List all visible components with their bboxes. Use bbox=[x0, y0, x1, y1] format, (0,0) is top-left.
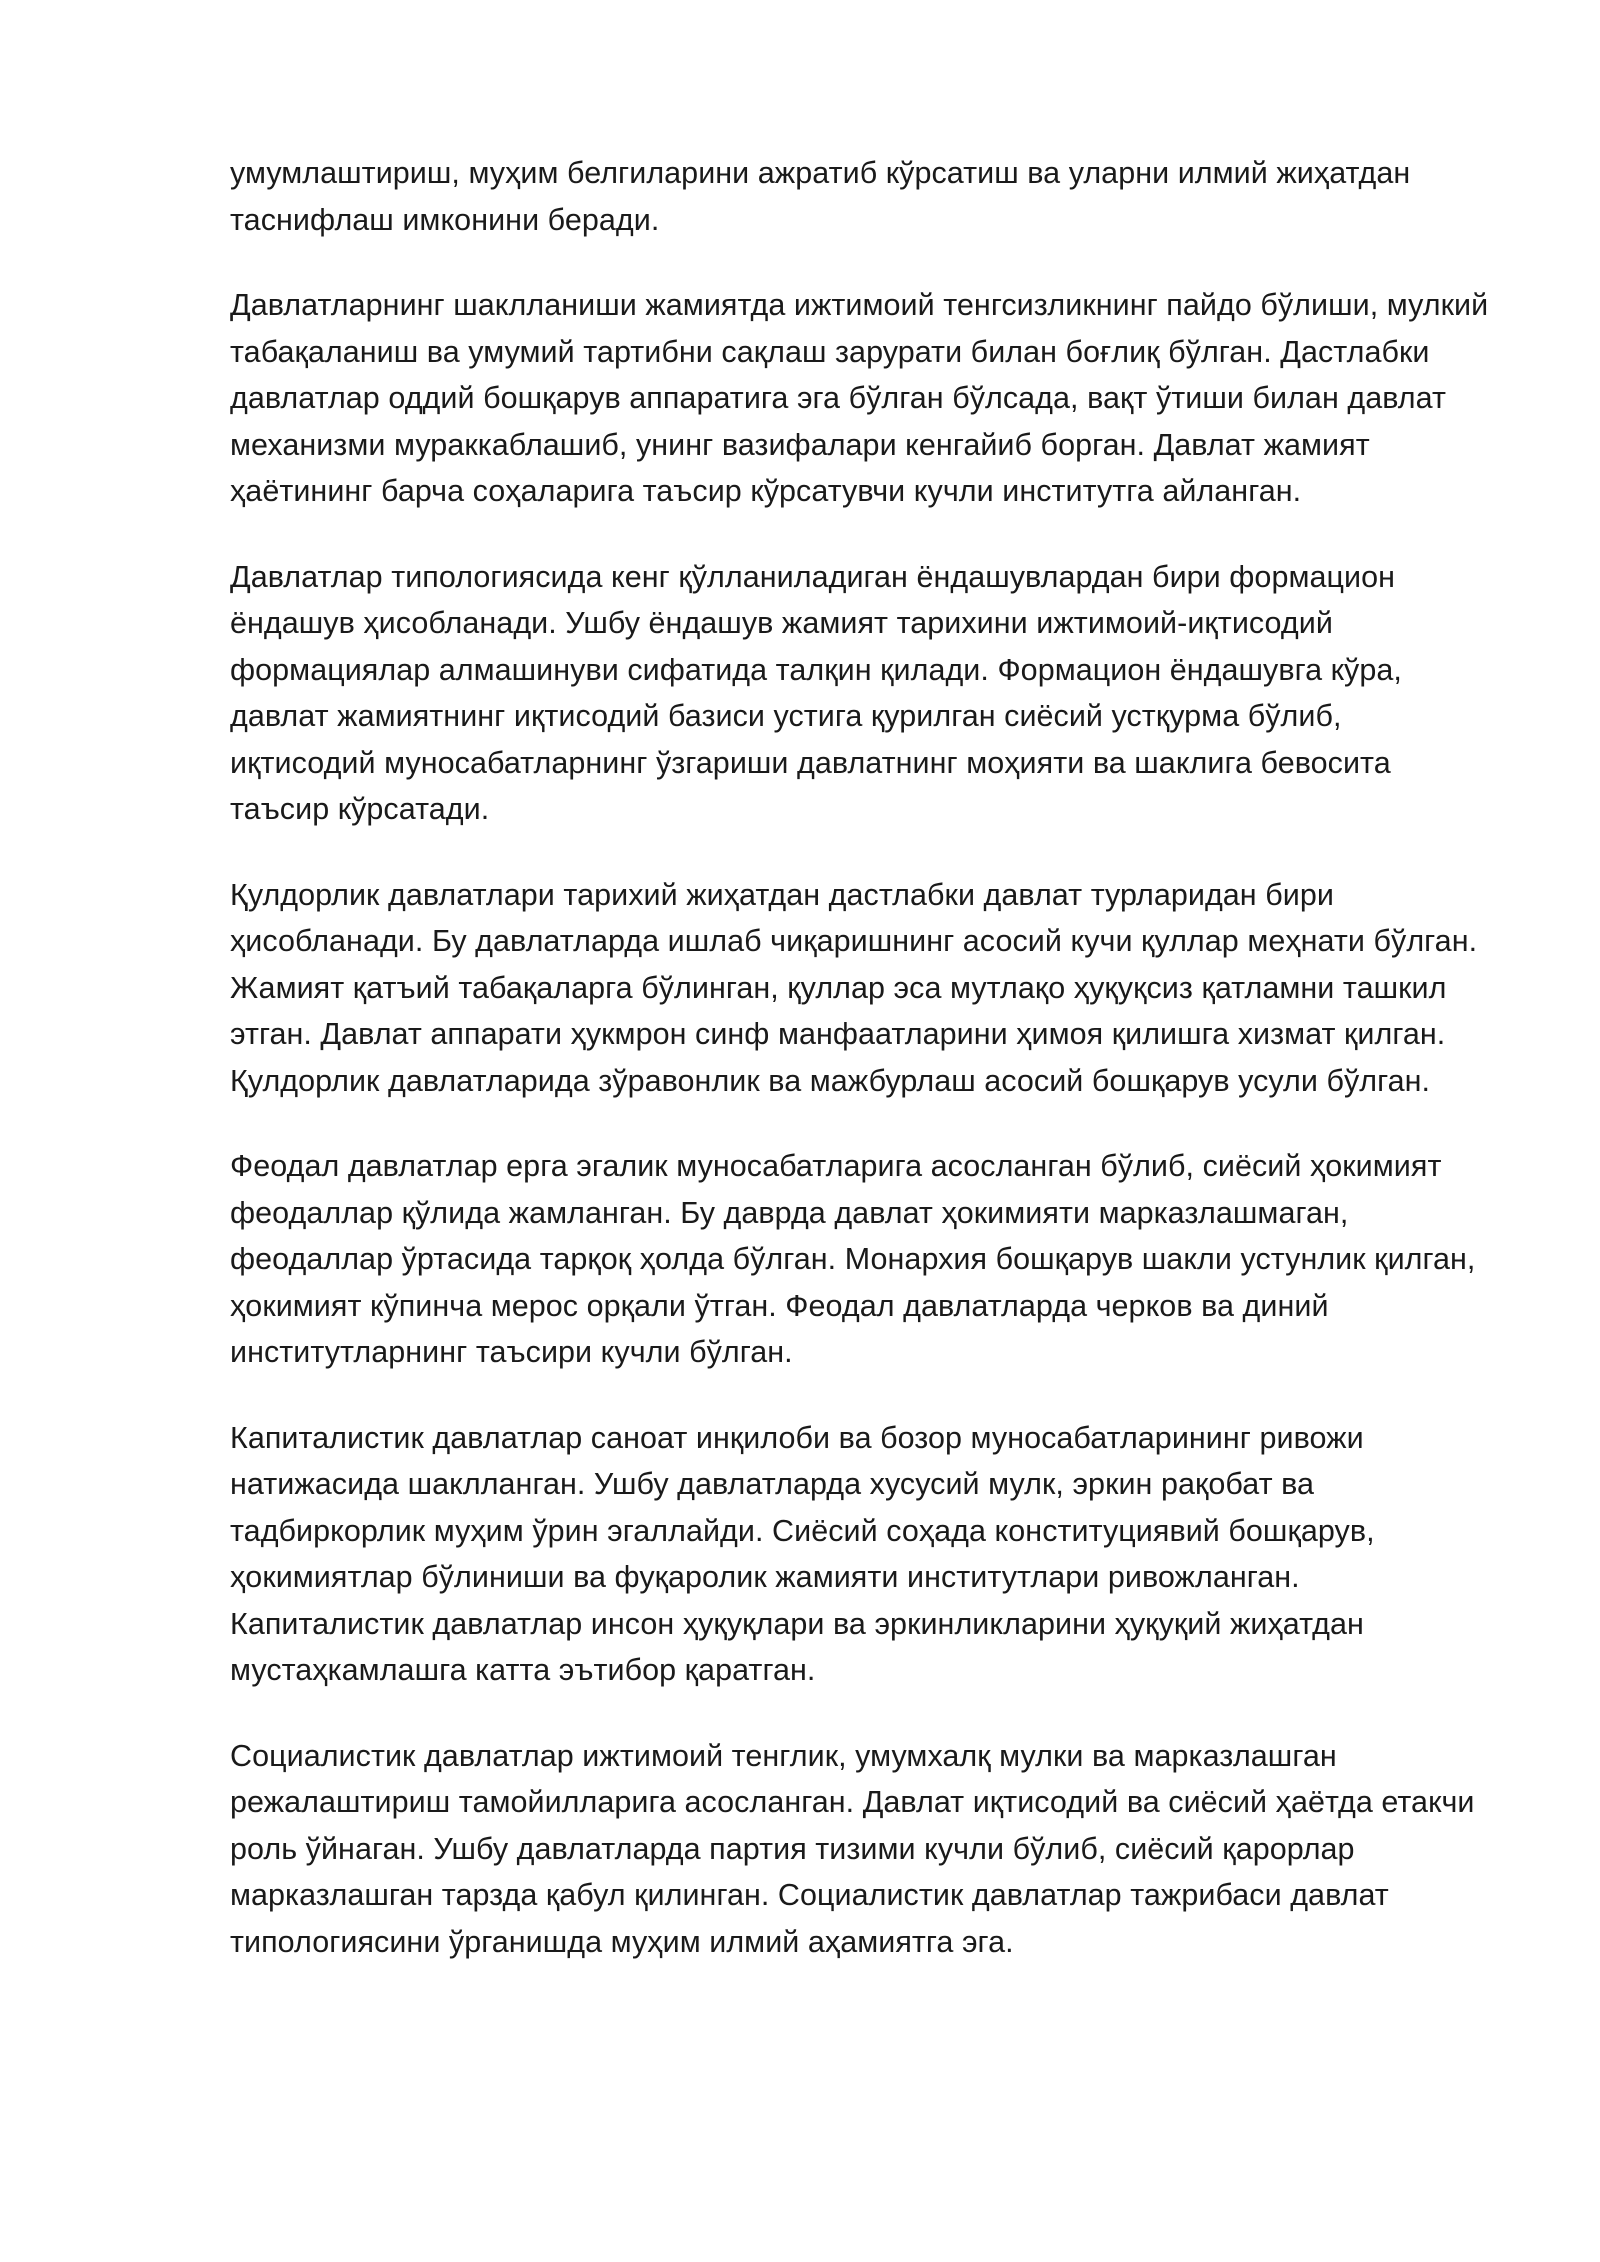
paragraph-1: умумлаштириш, муҳим белгиларини ажратиб кўрсатиш ва уларни илмий жиҳатдан таснифлаш имконини беради. bbox=[230, 156, 1411, 237]
paragraph-3: Давлатлар типологиясида кенг қўлланиладиган ёндашувлардан бири формацион ёндашув ҳисобланади. Ушбу ёндашув жамият тарихини ижтимоий-иқтисодий формациялар алмашинуви сифатида талқин қилади. Формацион ёндашувга кўра, давлат жамиятнинг иқтисодий базиси устига қурилган сиёсий устқурма бўлиб, иқтисодий муносабатларнинг ўзгариши давлатнинг моҳияти ва шаклига бевосита таъсир кўрсатади. bbox=[230, 559, 1402, 826]
paragraph-2: Давлатларнинг шаклланиши жамиятда ижтимоий тенгсизликнинг пайдо бўлиши, мулкий табақаланиш ва умумий тартибни сақлаш зарурати билан боғлиқ бўлган. Дастлабки давлатлар оддий бошқарув аппаратига эга бўлган бўлсада, вақт ўтиши билан давлат механизми мураккаблашиб, унинг вазифалари кенгайиб борган. Давлат жамият ҳаётининг барча соҳаларига таъсир кўрсатувчи кучли институтга айланган. bbox=[230, 288, 1489, 508]
paragraph-4: Қулдорлик давлатлари тарихий жиҳатдан дастлабки давлат турларидан бири ҳисобланади. Бу давлатларда ишлаб чиқаришнинг асосий кучи қуллар меҳнати бўлган. Жамият қатъий табақаларга бўлинган, қуллар эса мутлақо ҳуқуқсиз қатламни ташкил этган. Давлат аппарати ҳукмрон синф манфаатларини ҳимоя қилишга хизмат қилган. Қулдорлик давлатларида зўравонлик ва мажбурлаш асосий бошқарув усули бўлган. bbox=[230, 877, 1478, 1098]
paragraph-6: Капиталистик давлатлар саноат инқилоби ва бозор муносабатларининг ривожи натижасида шаклланган. Ушбу давлатларда хусусий мулк, эркин рақобат ва тадбиркорлик муҳим ўрин эгаллайди. Сиёсий соҳада конституциявий бошқарув, ҳокимиятлар бўлиниши ва фуқаролик жамияти институтлари ривожланган. Капиталистик давлатлар инсон ҳуқуқлари ва эркинликларини ҳуқуқий жиҳатдан мустаҳкамлашга катта эътибор қаратган. bbox=[230, 1420, 1375, 1687]
paragraph-5: Феодал давлатлар ерга эгалик муносабатларига асосланган бўлиб, сиёсий ҳокимият феодаллар қўлида жамланган. Бу даврда давлат ҳокимияти марказлашмаган, феодаллар ўртасида тарқоқ ҳолда бўлган. Монархия бошқарув шакли устунлик қилган, ҳокимият кўпинча мерос орқали ўтган. Феодал давлатларда черков ва диний институтларнинг таъсири кучли бўлган. bbox=[230, 1149, 1476, 1369]
document-body bbox=[230, 150, 1495, 1965]
paragraph-7: Социалистик давлатлар ижтимоий тенглик, умумхалқ мулки ва марказлашган режалаштириш тамойилларига асосланган. Давлат иқтисодий ва сиёсий ҳаётда етакчи роль ўйнаган. Ушбу давлатларда партия тизими кучли бўлиб, сиёсий қарорлар марказлашган тарзда қабул қилинган. Социалистик давлатлар тажрибаси давлат типологиясини ўрганишда муҳим илмий аҳамиятга эга. bbox=[230, 1738, 1475, 1959]
